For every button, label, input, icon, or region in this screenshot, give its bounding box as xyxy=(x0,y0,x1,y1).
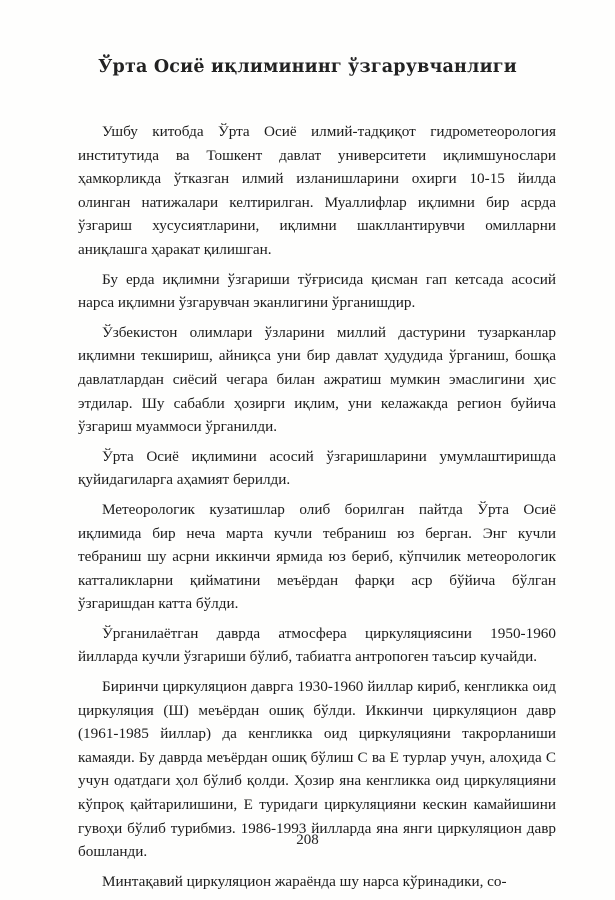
paragraph-5: Метеорологик кузатишлар олиб борилган пайтда Ўрта Осиё иқлимида бир неча марта кучли тебраниш юз берган. Энг кучли тебраниш шу асрни иккинчи ярмида юз бериб, кўпчилик метеорологик катталикларни қийматини меъёрдан фарқи аср бўйича бўлган ўзгаришдан катта бўлди. xyxy=(78,500,556,613)
body-text xyxy=(78,120,556,899)
page-number: 208 xyxy=(296,832,319,848)
paragraph-7: Биринчи циркуляцион даврга 1930-1960 йиллар кириб, кенгликка оид циркуляция (Ш) меъёрдан ошиқ бўлди. Иккинчи циркуляцион давр (1961-1985 йиллар) да кенгликка оид циркуляцияни такрорланиши камаяди. Бу даврда меъёрдан ошиқ бўлиш С ва Е турлар учун, алоҳида С учун одатдаги ҳол бўлиб қолди. Ҳозир яна кенгликка оид циркуляцияни кўпроқ қайтарилишини, Е туридаги циркуляцияни кескин камайишини гувоҳи бўлиб турибмиз. 1986-1993 йилларда яна янги циркуляцион давр бошланди. xyxy=(78,678,556,861)
paragraph-4: Ўрта Осиё иқлимини асосий ўзгаришларини умумлаштиришда қуйидагиларга аҳамият берилди. xyxy=(78,447,556,489)
paragraph-8: Минтақавий циркуляцион жараёнда шу нарса кўринадики, со- xyxy=(102,872,507,890)
paragraph-1: Ушбу китобда Ўрта Осиё илмий-тадқиқот гидрометеорология институтида ва Тошкент давлат университети иқлимшунослари ҳамкорликда ўтказган илмий изланишларини охирги 10-15 йилда олинган натижалари келтирилган. Муаллифлар иқлимни бир асрда ўзгариш хусусиятларини, иқлимни шакллантирувчи омилларни аниқлашга ҳаракат қилишган. xyxy=(78,123,556,258)
paragraph-6: Ўрганилаётган даврда атмосфера циркуляциясини 1950-1960 йилларда кучли ўзгариши бўлиб, табиатга антропоген таъсир кучайди. xyxy=(78,624,556,666)
paragraph-3: Ўзбекистон олимлари ўзларини миллий дастурини тузарканлар иқлимни текшириш, айниқса уни бир давлат ҳудудида ўрганиш, бошқа давлатлардан сиёсий чегара билан ажратиш мумкин эмаслигини ҳис этдилар. Шу сабабли ҳозирги иқлим, уни келажакда регион буйича ўзгариш муаммоси ўрганилди. xyxy=(78,323,556,436)
paragraph-2: Бу ерда иқлимни ўзгариши тўғрисида қисман гап кетсада асосий нарса иқлимни ўзгарувчан эканлигини ўрганишдир. xyxy=(78,270,556,312)
page-title: Ўрта Осиё иқлимининг ўзгарувчанлиги xyxy=(98,57,517,77)
